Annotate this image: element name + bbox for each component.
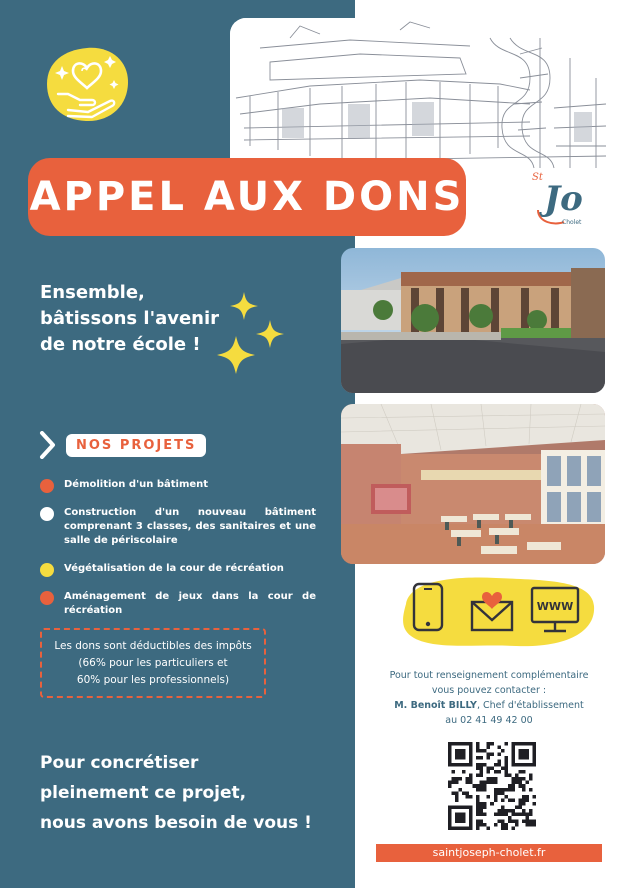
project-text: Végétalisation de la cour de récréation [64, 563, 284, 574]
chevron-right-icon [38, 431, 56, 459]
heart-hand-icon [44, 44, 130, 124]
project-item [40, 562, 316, 577]
project-text: Aménagement de jeux dans la cour de récréation [64, 591, 316, 616]
projects-badge: NOS PROJETS [66, 434, 206, 457]
qr-code[interactable] [448, 742, 536, 830]
contact-line: vous pouvez contacter : [431, 685, 547, 696]
tax-deduction-note [40, 628, 266, 698]
bullet-dot [40, 591, 54, 605]
banner-title: APPEL AUX DONS [29, 174, 465, 220]
contact-icons [396, 574, 596, 650]
school-logo [524, 166, 608, 232]
contact-role: , Chef d'établissement [476, 700, 584, 711]
contact-line: Pour tout renseignement complémentaire [389, 670, 589, 681]
contact-name: M. Benoît BILLY [394, 700, 477, 711]
closing-message [40, 748, 310, 838]
project-item [40, 506, 316, 548]
tax-line: Les dons sont déductibles des impôts [54, 639, 252, 652]
sparkles-icon [214, 290, 294, 374]
svg-text:WWW: WWW [536, 600, 574, 613]
closing-line: pleinement ce projet, [40, 783, 247, 803]
tagline [40, 280, 240, 358]
contact-phone[interactable]: au 02 41 49 42 00 [445, 715, 533, 726]
bullet-dot [40, 507, 54, 521]
tax-line: (66% pour les particuliers et [78, 656, 228, 669]
tagline-line: bâtissons l'avenir [40, 308, 220, 329]
tagline-line: de notre école ! [40, 334, 201, 355]
bullet-dot [40, 563, 54, 577]
title-banner [28, 158, 466, 236]
tagline-line: Ensemble, [40, 282, 145, 303]
building-sketch [230, 18, 606, 176]
exterior-render-photo [341, 248, 605, 393]
project-text: Démolition d'un bâtiment [64, 479, 209, 490]
closing-line: Pour concrétiser [40, 753, 199, 773]
project-item [40, 478, 316, 493]
projects-heading [38, 431, 206, 459]
svg-text:St: St [532, 172, 543, 183]
classroom-render-photo [341, 404, 605, 564]
contact-person [376, 698, 602, 713]
bullet-dot [40, 479, 54, 493]
tax-line: 60% pour les professionnels) [76, 673, 230, 686]
svg-text:Cholet: Cholet [562, 219, 582, 226]
svg-text:Jo: Jo [544, 179, 583, 219]
website-link[interactable]: saintjoseph-cholet.fr [376, 844, 602, 862]
closing-line: nous avons besoin de vous ! [40, 813, 312, 833]
contact-info [376, 668, 602, 728]
project-item [40, 590, 316, 618]
project-text: Construction d'un nouveau bâtiment comprenant 3 classes, des sanitaires et une salle de périscolaire [64, 507, 316, 546]
